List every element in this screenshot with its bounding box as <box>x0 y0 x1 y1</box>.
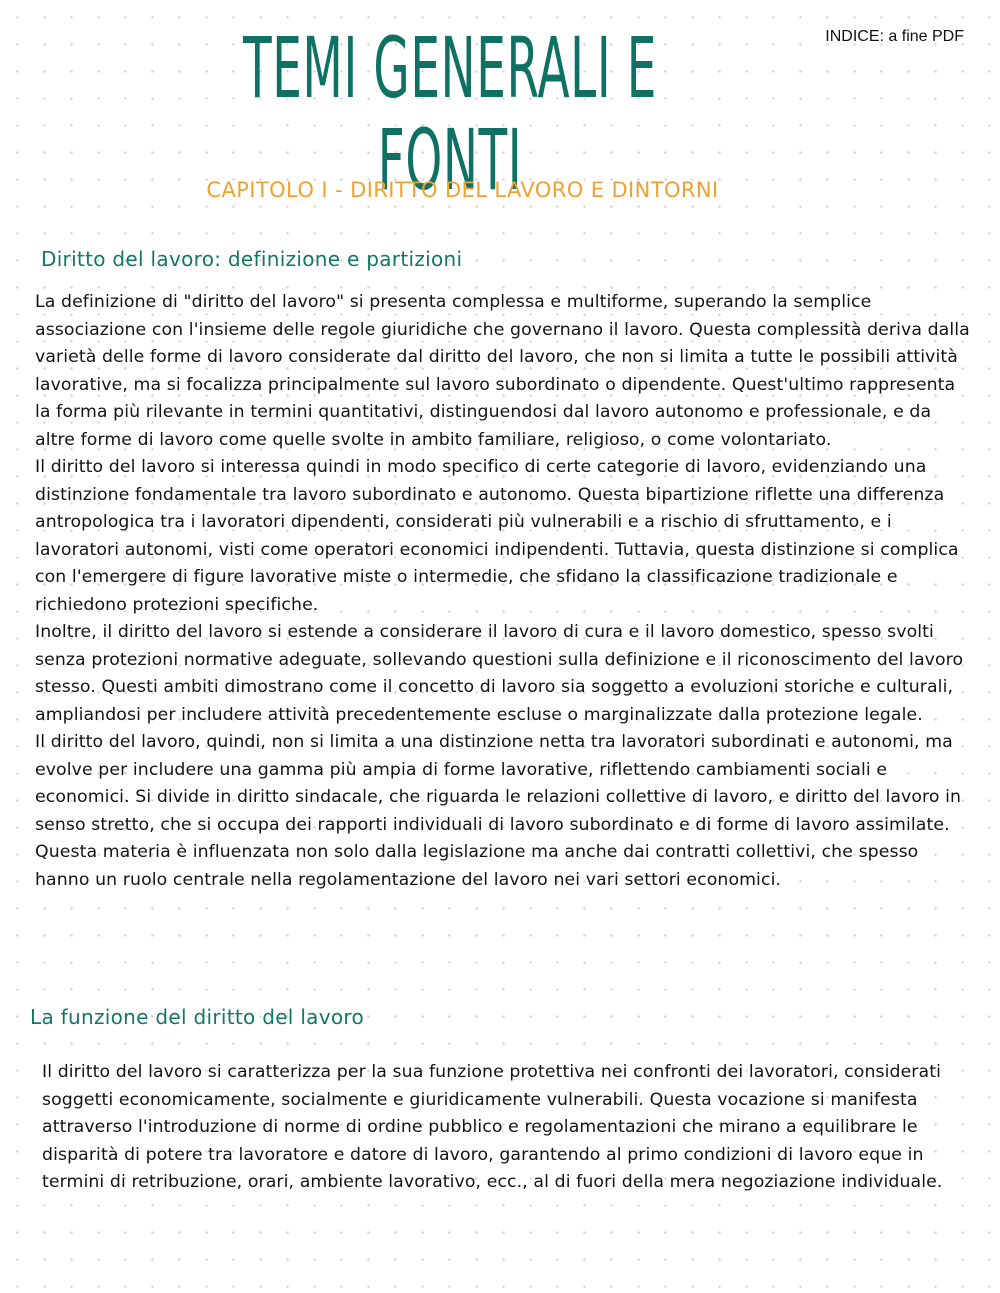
chapter-title: CAPITOLO I - DIRITTO DEL LAVORO E DINTORNI <box>206 178 719 202</box>
paragraph: Il diritto del lavoro si interessa quindi in modo specifico di certe categorie di lavoro, evidenziando una distinzione fondamentale tra lavoro subordinato e autonomo. Questa bipartizione riflette una differenza antropologica tra i lavoratori dipendenti, considerati più vulnerabili e a rischio di sfruttamento, e i lavoratori autonomi, visti come operatori economici indipendenti. Tuttavia, questa distinzione si complica con l'emergere di figure lavorative miste o intermedie, che sfidano la classificazione tradizionale e richiedono protezioni specifiche. <box>35 457 959 615</box>
section-body-definizione <box>35 289 970 894</box>
section-heading-funzione: La funzione del diritto del lavoro <box>30 1005 365 1029</box>
paragraph: Il diritto del lavoro, quindi, non si limita a una distinzione netta tra lavoratori subordinati e autonomi, ma evolve per includere una gamma più ampia di forme lavorative, riflettendo cambiamenti sociali e economici. Si divide in diritto sindacale, che riguarda le relazioni collettive di lavoro, e diritto del lavoro in senso stretto, che si occupa dei rapporti individuali di lavoro subordinato e di forme di lavoro assimilate. Questa materia è influenzata non solo dalla legislazione ma anche dai contratti collettivi, che spesso hanno un ruolo centrale nella regolamentazione del lavoro nei vari settori economici. <box>35 732 962 890</box>
index-note: INDICE: a fine PDF <box>825 28 964 45</box>
section-heading-definizione: Diritto del lavoro: definizione e partizioni <box>41 247 463 271</box>
paragraph: Inoltre, il diritto del lavoro si estende a considerare il lavoro di cura e il lavoro domestico, spesso svolti senza protezioni normative adeguate, sollevando questioni sulla definizione e il riconoscimento del lavoro stesso. Questi ambiti dimostrano come il concetto di lavoro sia soggetto a evoluzioni storiche e culturali, ampliandosi per includere attività precedentemente escluse o marginalizzate dalla protezione legale. <box>35 622 964 725</box>
paragraph: La definizione di "diritto del lavoro" si presenta complessa e multiforme, superando la semplice associazione con l'insieme delle regole giuridiche che governano il lavoro. Questa complessità deriva dalla varietà delle forme di lavoro considerate dal diritto del lavoro, che non si limita a tutte le possibili attività lavorative, ma si focalizza principalmente sul lavoro subordinato o dipendente. Quest'ultimo rappresenta la forma più rilevante in termini quantitativi, distinguendosi dal lavoro autonomo e professionale, e da altre forme di lavoro come quelle svolte in ambito familiare, religioso, o come volontariato. <box>35 292 970 450</box>
paragraph: Il diritto del lavoro si caratterizza per la sua funzione protettiva nei confronti dei lavoratori, considerati soggetti economicamente, socialmente e giuridicamente vulnerabili. Questa vocazione si manifesta attraverso l'introduzione di norme di ordine pubblico e regolamentazioni che mirano a equilibrare le disparità di potere tra lavoratore e datore di lavoro, garantendo al primo condizioni di lavoro eque in termini di retribuzione, orari, ambiente lavorativo, ecc., al di fuori della mera negoziazione individuale. <box>42 1062 943 1192</box>
page-title: TEMI GENERALI E FONTI <box>242 19 658 210</box>
section-body-funzione <box>42 1059 962 1197</box>
